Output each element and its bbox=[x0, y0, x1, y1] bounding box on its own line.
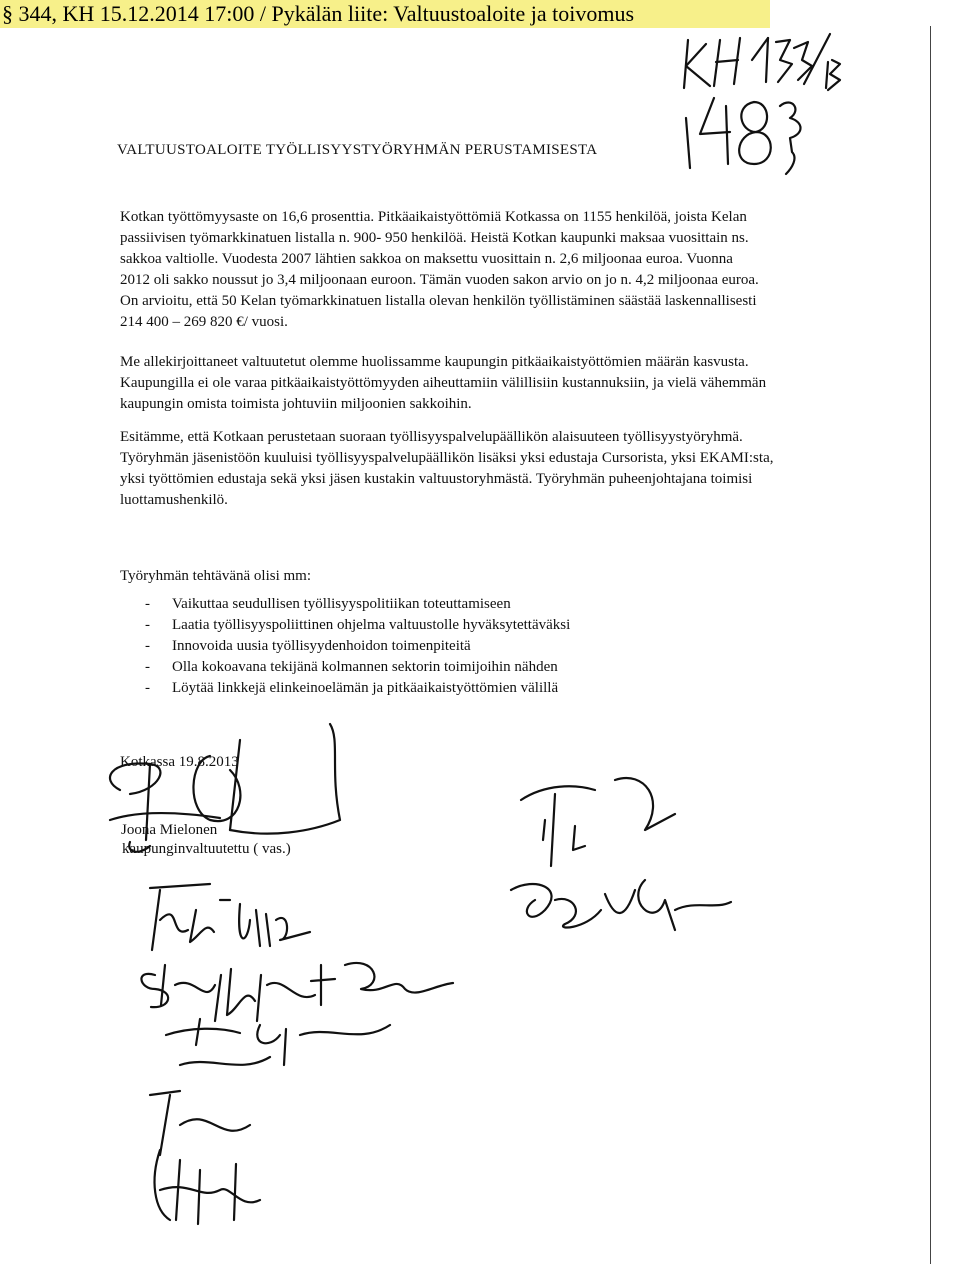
signature-tarja-kakko bbox=[160, 1005, 400, 1085]
attachment-header-text: § 344, KH 15.12.2014 17:00 / Pykälän liite: Valtuustoaloite ja toivomus bbox=[2, 1, 635, 26]
signature-main bbox=[90, 720, 360, 860]
page-edge-line bbox=[930, 26, 931, 1264]
tasks-intro: Työryhmän tehtävänä olisi mm: bbox=[120, 568, 311, 584]
paragraph-line: Esitämme, että Kotkaan perustetaan suoraan työllisyyspalvelupäällikön alaisuuteen työllisyystyöryhmä. bbox=[120, 429, 743, 445]
handwritten-page-number bbox=[680, 88, 810, 178]
signature-additional-2 bbox=[140, 1140, 300, 1230]
signer-title: kaupunginvaltuutettu ( vas.) bbox=[122, 841, 291, 857]
paragraph-proposal bbox=[120, 427, 773, 511]
paragraph-line: On arvioitu, että 50 Kelan työmarkkinatuen listalla olevan henkilön työllistäminen säästää laskennallisesti bbox=[120, 293, 757, 309]
paragraph-line: yksi työttömien edustaja sekä yksi jäsen kustakin valtuustoryhmästä. Työryhmän puheenjohtajana toimisi bbox=[120, 471, 753, 487]
document-title: VALTUUSTOALOITE TYÖLLISYYSTYÖRYHMÄN PERUSTAMISESTA bbox=[117, 142, 598, 158]
paragraph-unemployment-stats bbox=[120, 207, 759, 333]
task-text: Laatia työllisyyspoliittinen ohjelma valtuustolle hyväksytettäväksi bbox=[172, 617, 571, 633]
list-marker: - bbox=[145, 680, 150, 696]
paragraph-line: kaupungin omista toimista johtuviin miljoonien sakkoihin. bbox=[120, 396, 472, 412]
task-item bbox=[145, 594, 570, 615]
list-marker: - bbox=[145, 659, 150, 675]
paragraph-line: luottamushenkilö. bbox=[120, 492, 228, 508]
paragraph-line: sakkoa valtiolle. Vuodesta 2007 lähtien sakkoa on maksettu vuosittain n. 2,6 miljoonaa euroa. Vuonna bbox=[120, 251, 733, 267]
paragraph-concern bbox=[120, 352, 766, 415]
place-date: Kotkassa 19.8.2013 bbox=[120, 754, 239, 770]
signer-name: Joona Mielonen bbox=[121, 822, 218, 838]
paragraph-line: passiivisen työmarkkinatuen listalla n. 900- 950 henkilöä. Heistä Kotkan kaupunki maksaa vuosittain ns. bbox=[120, 230, 749, 246]
paragraph-line: Me allekirjoittaneet valtuutetut olemme huolissamme kaupungin pitkäaikaistyöttömien määrän kasvusta. bbox=[120, 354, 749, 370]
signature-right-top bbox=[515, 770, 685, 870]
list-marker: - bbox=[145, 596, 150, 612]
list-marker: - bbox=[145, 617, 150, 633]
task-text: Vaikuttaa seudullisen työllisyyspolitiikan toteuttamiseen bbox=[172, 596, 511, 612]
list-marker: - bbox=[145, 638, 150, 654]
task-item bbox=[145, 657, 570, 678]
task-item bbox=[145, 615, 570, 636]
task-list bbox=[145, 594, 570, 699]
attachment-header bbox=[0, 0, 770, 28]
task-text: Innovoida uusia työllisyydenhoidon toimenpiteitä bbox=[172, 638, 471, 654]
paragraph-line: Työryhmän jäsenistöön kuuluisi työllisyyspalvelupäällikön lisäksi yksi edustaja Cursorista, yksi EKAMI:sta, bbox=[120, 450, 774, 466]
task-text: Löytää linkkejä elinkeinoelämän ja pitkäaikaistyöttömien välillä bbox=[172, 680, 559, 696]
paragraph-line: Kotkan työttömyysaste on 16,6 prosenttia. Pitkäaikaistyöttömiä Kotkassa on 1155 henkilöä, joista Kelan bbox=[120, 209, 747, 225]
signature-right-bottom bbox=[505, 870, 735, 940]
paragraph-line: 2012 oli sakko noussut jo 3,4 miljoonaan euroon. Tämän vuoden sakon arvio on jo n. 4,2 miljoonaa euroa. bbox=[120, 272, 759, 288]
paragraph-line: Kaupungilla ei ole varaa pitkäaikaistyöttömyyden aiheuttamiin välillisiin kustannuksiin, ja vielä vähemmän bbox=[120, 375, 767, 391]
task-item bbox=[145, 636, 570, 657]
paragraph-line: 214 400 – 269 820 €/ vuosi. bbox=[120, 314, 288, 330]
task-item bbox=[145, 678, 570, 699]
task-text: Olla kokoavana tekijänä kolmannen sektorin toimijoihin nähden bbox=[172, 659, 558, 675]
